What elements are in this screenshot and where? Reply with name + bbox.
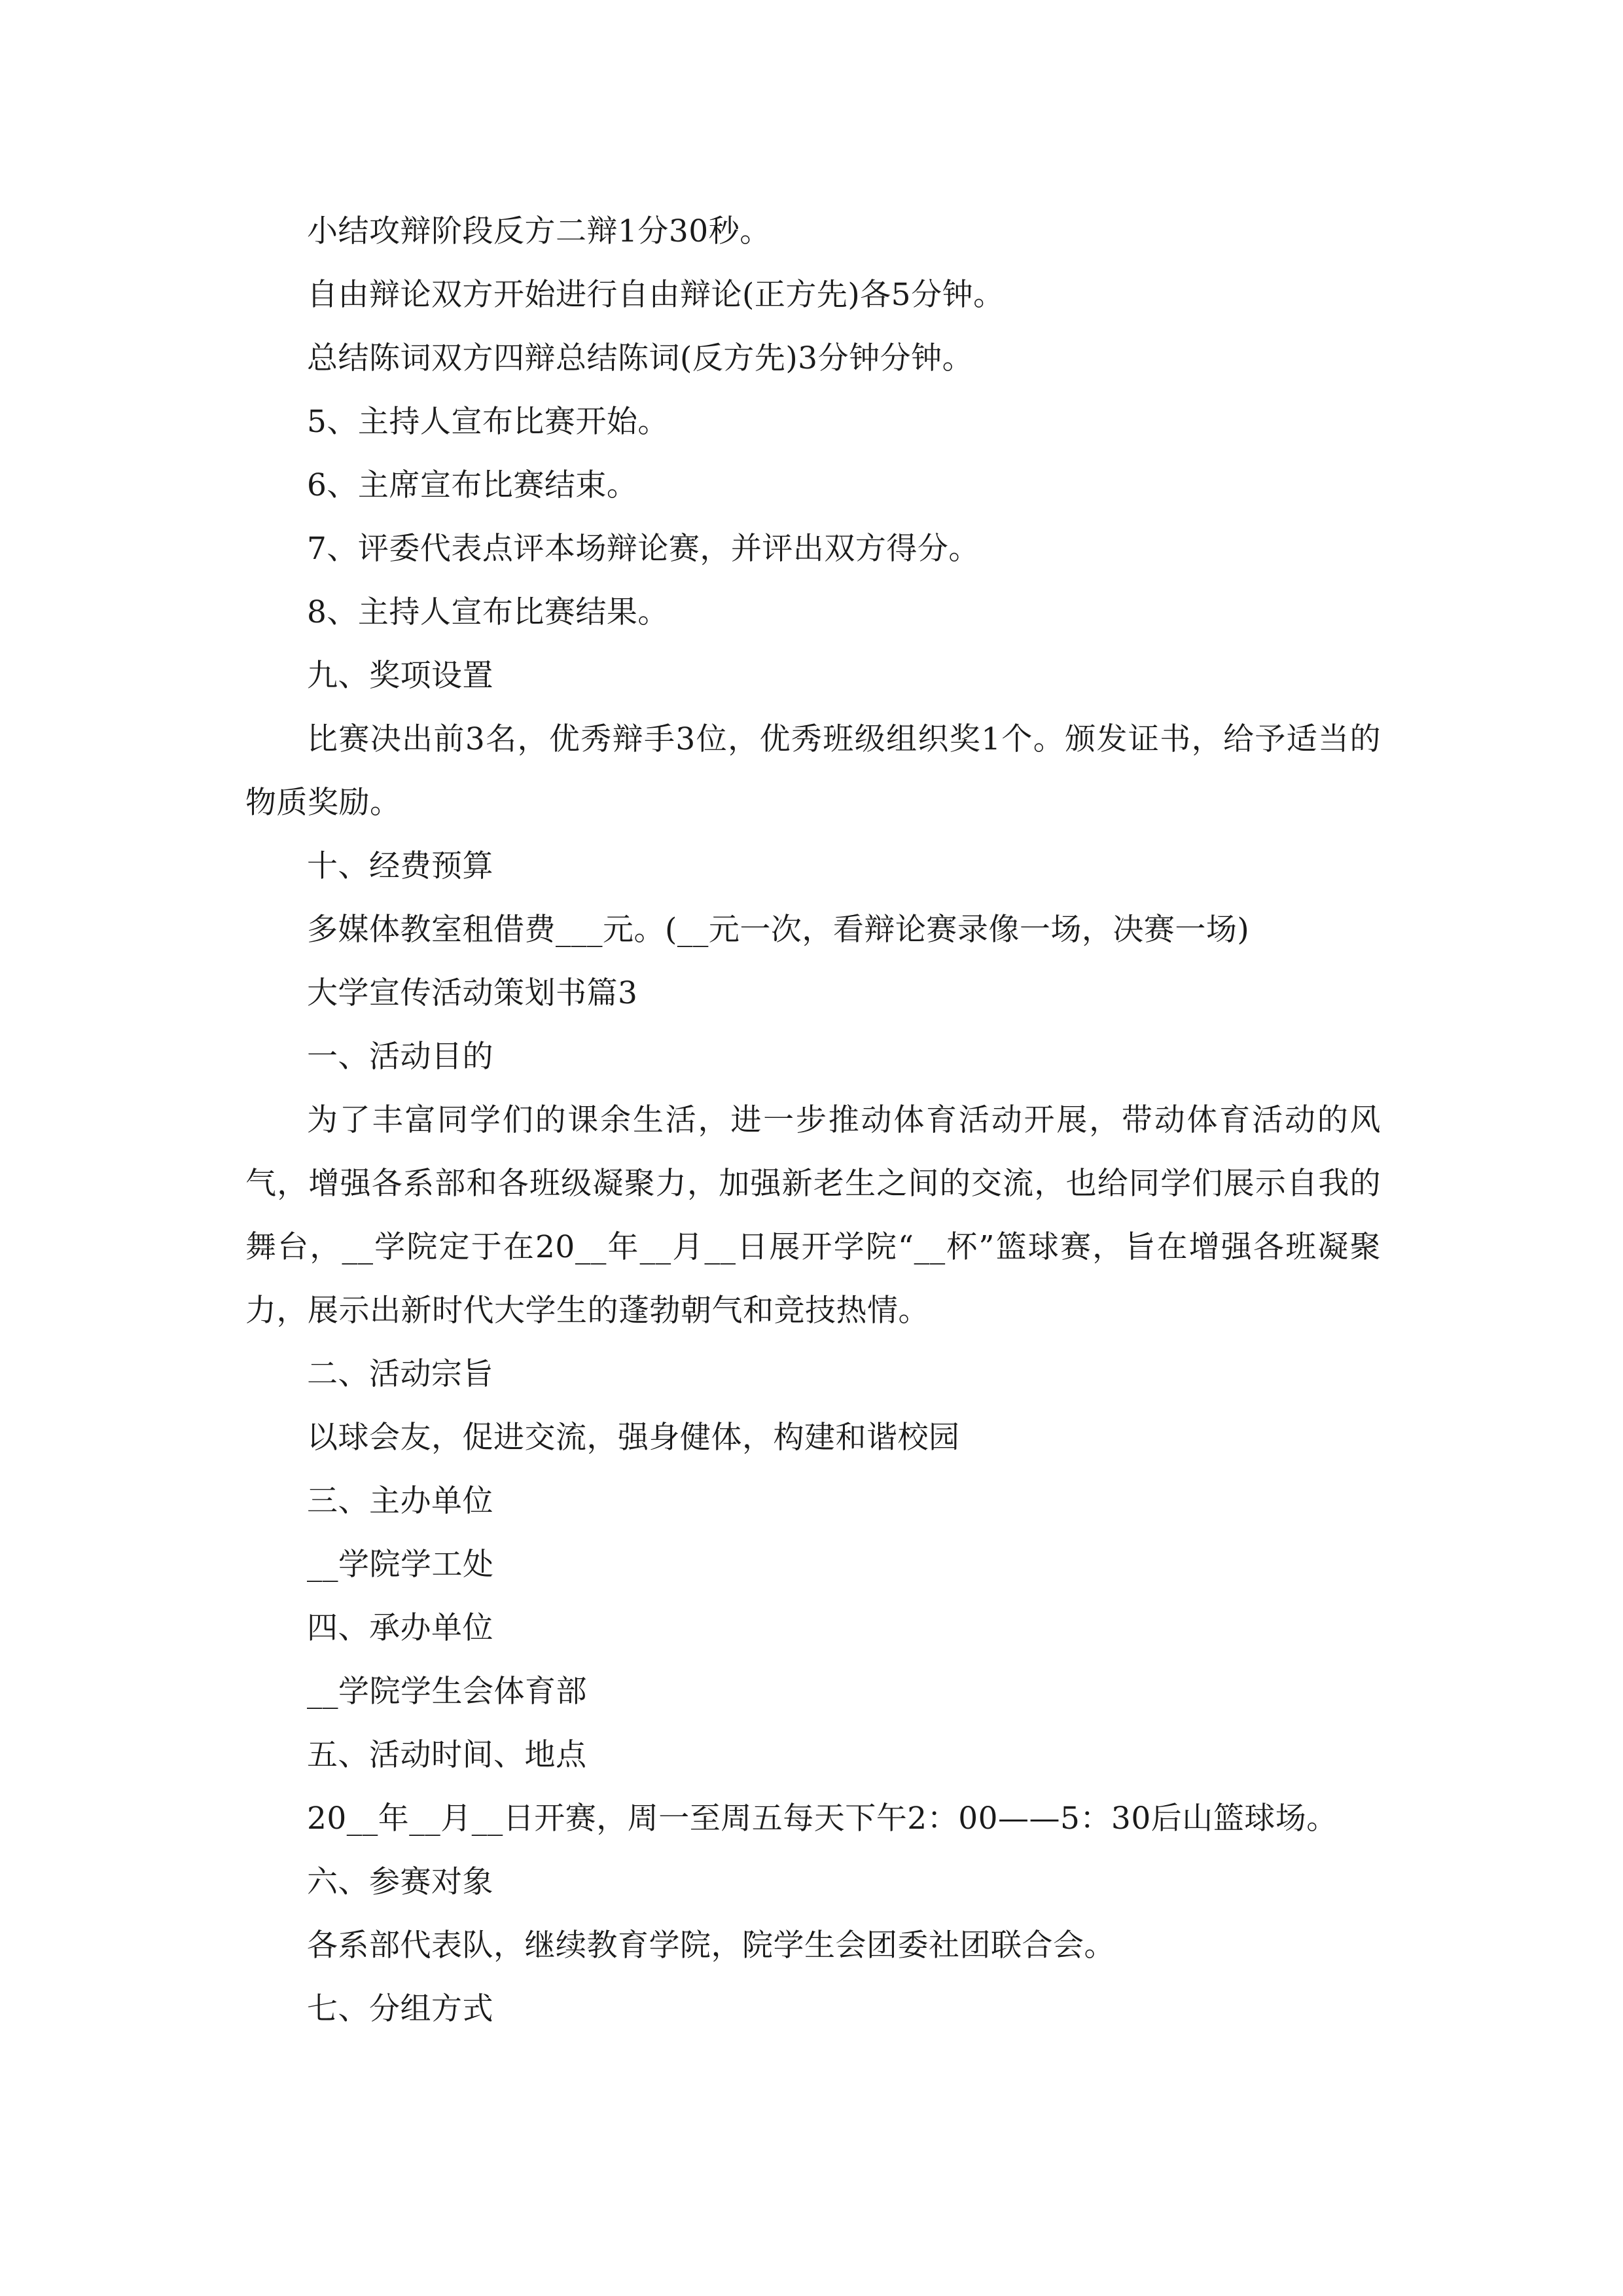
- section-heading: 七、分组方式: [307, 1991, 493, 2027]
- paragraph: 总结陈词双方四辩总结陈词(反方先)3分钟分钟。: [307, 340, 974, 376]
- section-heading: 四、承办单位: [307, 1610, 493, 1646]
- section-heading: 六、参赛对象: [307, 1864, 493, 1900]
- paragraph: 6、主席宣布比赛结束。: [307, 467, 638, 503]
- document-body: [245, 200, 1381, 2041]
- paragraph: 各系部代表队，继续教育学院，院学生会团委社团联合会。: [307, 1928, 1115, 1964]
- paragraph: __学院学生会体育部: [307, 1674, 587, 1710]
- paragraph: 以球会友，促进交流，强身健体，构建和谐校园: [307, 1420, 960, 1456]
- paragraph: 为了丰富同学们的课余生活，进一步推动体育活动开展，带动体育活动的风气，增强各系部和各班级凝聚力，加强新老生之间的交流，也给同学们展示自我的舞台，__学院定于在20__年__月__日展开学院“__杯”篮球赛，旨在增强各班凝聚力，展示出新时代大学生的蓬勃朝气和竞技热情。: [245, 1102, 1381, 1329]
- paragraph: 8、主持人宣布比赛结果。: [307, 594, 669, 630]
- section-heading: 二、活动宗旨: [307, 1356, 493, 1392]
- paragraph: 小结攻辩阶段反方二辩1分30秒。: [307, 213, 771, 249]
- section-heading: 三、主办单位: [307, 1483, 493, 1519]
- paragraph: 7、评委代表点评本场辩论赛，并评出双方得分。: [307, 531, 980, 567]
- paragraph: 5、主持人宣布比赛开始。: [307, 404, 669, 440]
- paragraph: 多媒体教室租借费___元。(__元一次，看辩论赛录像一场，决赛一场): [307, 912, 1250, 948]
- section-heading: 九、奖项设置: [307, 658, 493, 694]
- section-heading: 五、活动时间、地点: [307, 1737, 587, 1773]
- article-title: 大学宣传活动策划书篇3: [307, 975, 638, 1011]
- section-heading: 十、经费预算: [307, 848, 493, 884]
- paragraph: __学院学工处: [307, 1547, 494, 1583]
- section-heading: 一、活动目的: [307, 1039, 493, 1075]
- paragraph: 比赛决出前3名，优秀辩手3位，优秀班级组织奖1个。颁发证书，给予适当的物质奖励。: [245, 721, 1381, 821]
- paragraph: 自由辩论双方开始进行自由辩论(正方先)各5分钟。: [307, 277, 1005, 313]
- paragraph: 20__年__月__日开赛，周一至周五每天下午2：00——5：30后山篮球场。: [307, 1801, 1338, 1837]
